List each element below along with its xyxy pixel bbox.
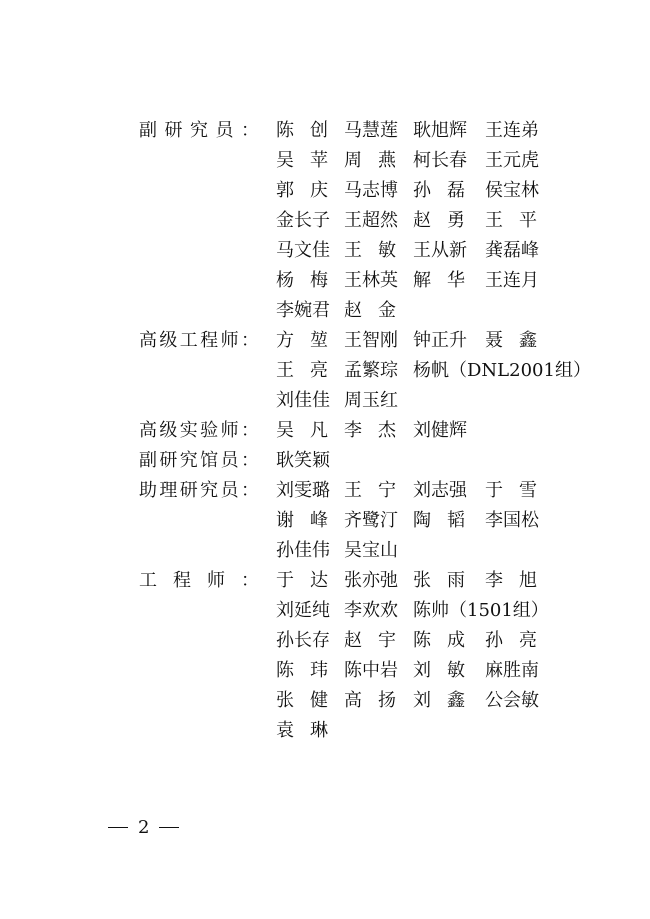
person-name: 李 国 松: [485, 510, 539, 531]
person-name: 谢 峰: [276, 510, 328, 531]
person-name: 周 玉 红: [344, 390, 398, 411]
person-name: 刘 志 强: [413, 480, 467, 501]
footer-dash-left: [108, 827, 128, 829]
person-name: 刘 延 纯: [276, 600, 330, 621]
person-name: 刘 敏: [413, 660, 465, 681]
person-name: 李 欢 欢: [344, 600, 398, 621]
name-row: [276, 296, 650, 326]
person-name: 聂 鑫: [485, 330, 537, 351]
person-name: 杨帆（DNL2001组）: [413, 360, 591, 381]
person-name: 金 长 子: [276, 210, 330, 231]
section: [0, 326, 650, 416]
name-row: [276, 326, 650, 356]
person-name: 孙 磊: [413, 180, 465, 201]
person-name: 陈 玮: [276, 660, 328, 681]
person-name: 王 敏: [344, 240, 396, 261]
person-name: 李 婉 君: [276, 300, 330, 321]
section: [0, 416, 650, 446]
person-name: 刘 雯 璐: [276, 480, 330, 501]
person-name: 孟 繁 琮: [344, 360, 398, 381]
person-name: 于 达: [276, 570, 328, 591]
person-name: 赵 金: [344, 300, 396, 321]
name-row: [276, 446, 650, 476]
person-name: 公 会 敏: [485, 690, 539, 711]
section: [0, 476, 650, 566]
person-name: 柯 长 春: [413, 150, 467, 171]
person-name: 王 从 新: [413, 240, 467, 261]
person-name: 王 亮: [276, 360, 328, 381]
name-list: [276, 566, 650, 746]
name-row: [276, 356, 650, 386]
person-name: 王 林 英: [344, 270, 398, 291]
name-row: [276, 476, 650, 506]
person-name: 王 连 月: [485, 270, 539, 291]
name-row: [276, 686, 650, 716]
person-name: 王 超 然: [344, 210, 398, 231]
person-name: 马 志 博: [344, 180, 398, 201]
name-row: [276, 416, 650, 446]
person-name: 马 慧 莲: [344, 120, 398, 141]
person-name: 解 华: [413, 270, 465, 291]
person-name: 耿 笑 颖: [276, 450, 330, 471]
person-name: 陶 韬: [413, 510, 465, 531]
person-name: 赵 宇: [344, 630, 396, 651]
person-name: 齐 鹭 汀: [344, 510, 398, 531]
section-title: 工 程 师 ：: [139, 570, 259, 591]
person-name: 吴 凡: [276, 420, 328, 441]
name-row: [276, 536, 650, 566]
person-name: 李 杰: [344, 420, 396, 441]
person-name: 郭 庆: [276, 180, 328, 201]
person-name: 王 连 弟: [485, 120, 539, 141]
person-name: 陈帅（1501组）: [413, 600, 549, 621]
person-name: 于 雪: [485, 480, 537, 501]
section-title: 助 理 研 究 员 ：: [139, 480, 259, 501]
person-name: 刘 佳 佳: [276, 390, 330, 411]
person-name: 赵 勇: [413, 210, 465, 231]
name-row: [276, 176, 650, 206]
person-name: 孙 佳 伟: [276, 540, 330, 561]
person-name: 杨 梅: [276, 270, 328, 291]
page-footer: [108, 817, 179, 838]
name-list: [276, 326, 650, 416]
name-row: [276, 506, 650, 536]
page-number: 2: [138, 817, 150, 838]
name-row: [276, 716, 650, 746]
person-name: 张 亦 弛: [344, 570, 398, 591]
person-name: 陈 中 岩: [344, 660, 398, 681]
person-name: 吴 苹: [276, 150, 328, 171]
person-name: 李 旭: [485, 570, 537, 591]
person-name: 王 宁: [344, 480, 396, 501]
document-body: [0, 116, 650, 746]
footer-dash-right: [159, 827, 179, 829]
person-name: 陈 创: [276, 120, 328, 141]
name-row: [276, 566, 650, 596]
name-row: [276, 596, 650, 626]
person-name: 侯 宝 林: [485, 180, 539, 201]
name-list: [276, 476, 650, 566]
name-list: [276, 416, 650, 446]
person-name: 钟 正 升: [413, 330, 467, 351]
person-name: 孙 亮: [485, 630, 537, 651]
name-row: [276, 236, 650, 266]
person-name: 王 元 虎: [485, 150, 539, 171]
section: [0, 116, 650, 326]
person-name: 马 文 佳: [276, 240, 330, 261]
name-row: [276, 626, 650, 656]
person-name: 张 雨: [413, 570, 465, 591]
person-name: 龚 磊 峰: [485, 240, 539, 261]
person-name: 王 平: [485, 210, 537, 231]
person-name: 袁 琳: [276, 720, 328, 741]
name-row: [276, 386, 650, 416]
section-title: 高 级 工 程 师 ：: [139, 330, 259, 351]
name-row: [276, 206, 650, 236]
section-title: 副 研 究 员 ：: [139, 120, 259, 141]
person-name: 耿 旭 辉: [413, 120, 467, 141]
person-name: 陈 成: [413, 630, 465, 651]
section: [0, 446, 650, 476]
person-name: 刘 健 辉: [413, 420, 467, 441]
name-row: [276, 146, 650, 176]
person-name: 刘 鑫: [413, 690, 465, 711]
person-name: 王 智 刚: [344, 330, 398, 351]
person-name: 吴 宝 山: [344, 540, 398, 561]
person-name: 孙 长 存: [276, 630, 330, 651]
name-row: [276, 656, 650, 686]
section: [0, 566, 650, 746]
name-row: [276, 116, 650, 146]
name-list: [276, 116, 650, 326]
person-name: 方 堃: [276, 330, 328, 351]
section-title: 高 级 实 验 师 ：: [139, 420, 259, 441]
person-name: 麻 胜 南: [485, 660, 539, 681]
person-name: 周 燕: [344, 150, 396, 171]
person-name: 张 健: [276, 690, 328, 711]
person-name: 高 扬: [344, 690, 396, 711]
section-title: 副 研 究 馆 员 ：: [139, 450, 259, 471]
name-row: [276, 266, 650, 296]
name-list: [276, 446, 650, 476]
